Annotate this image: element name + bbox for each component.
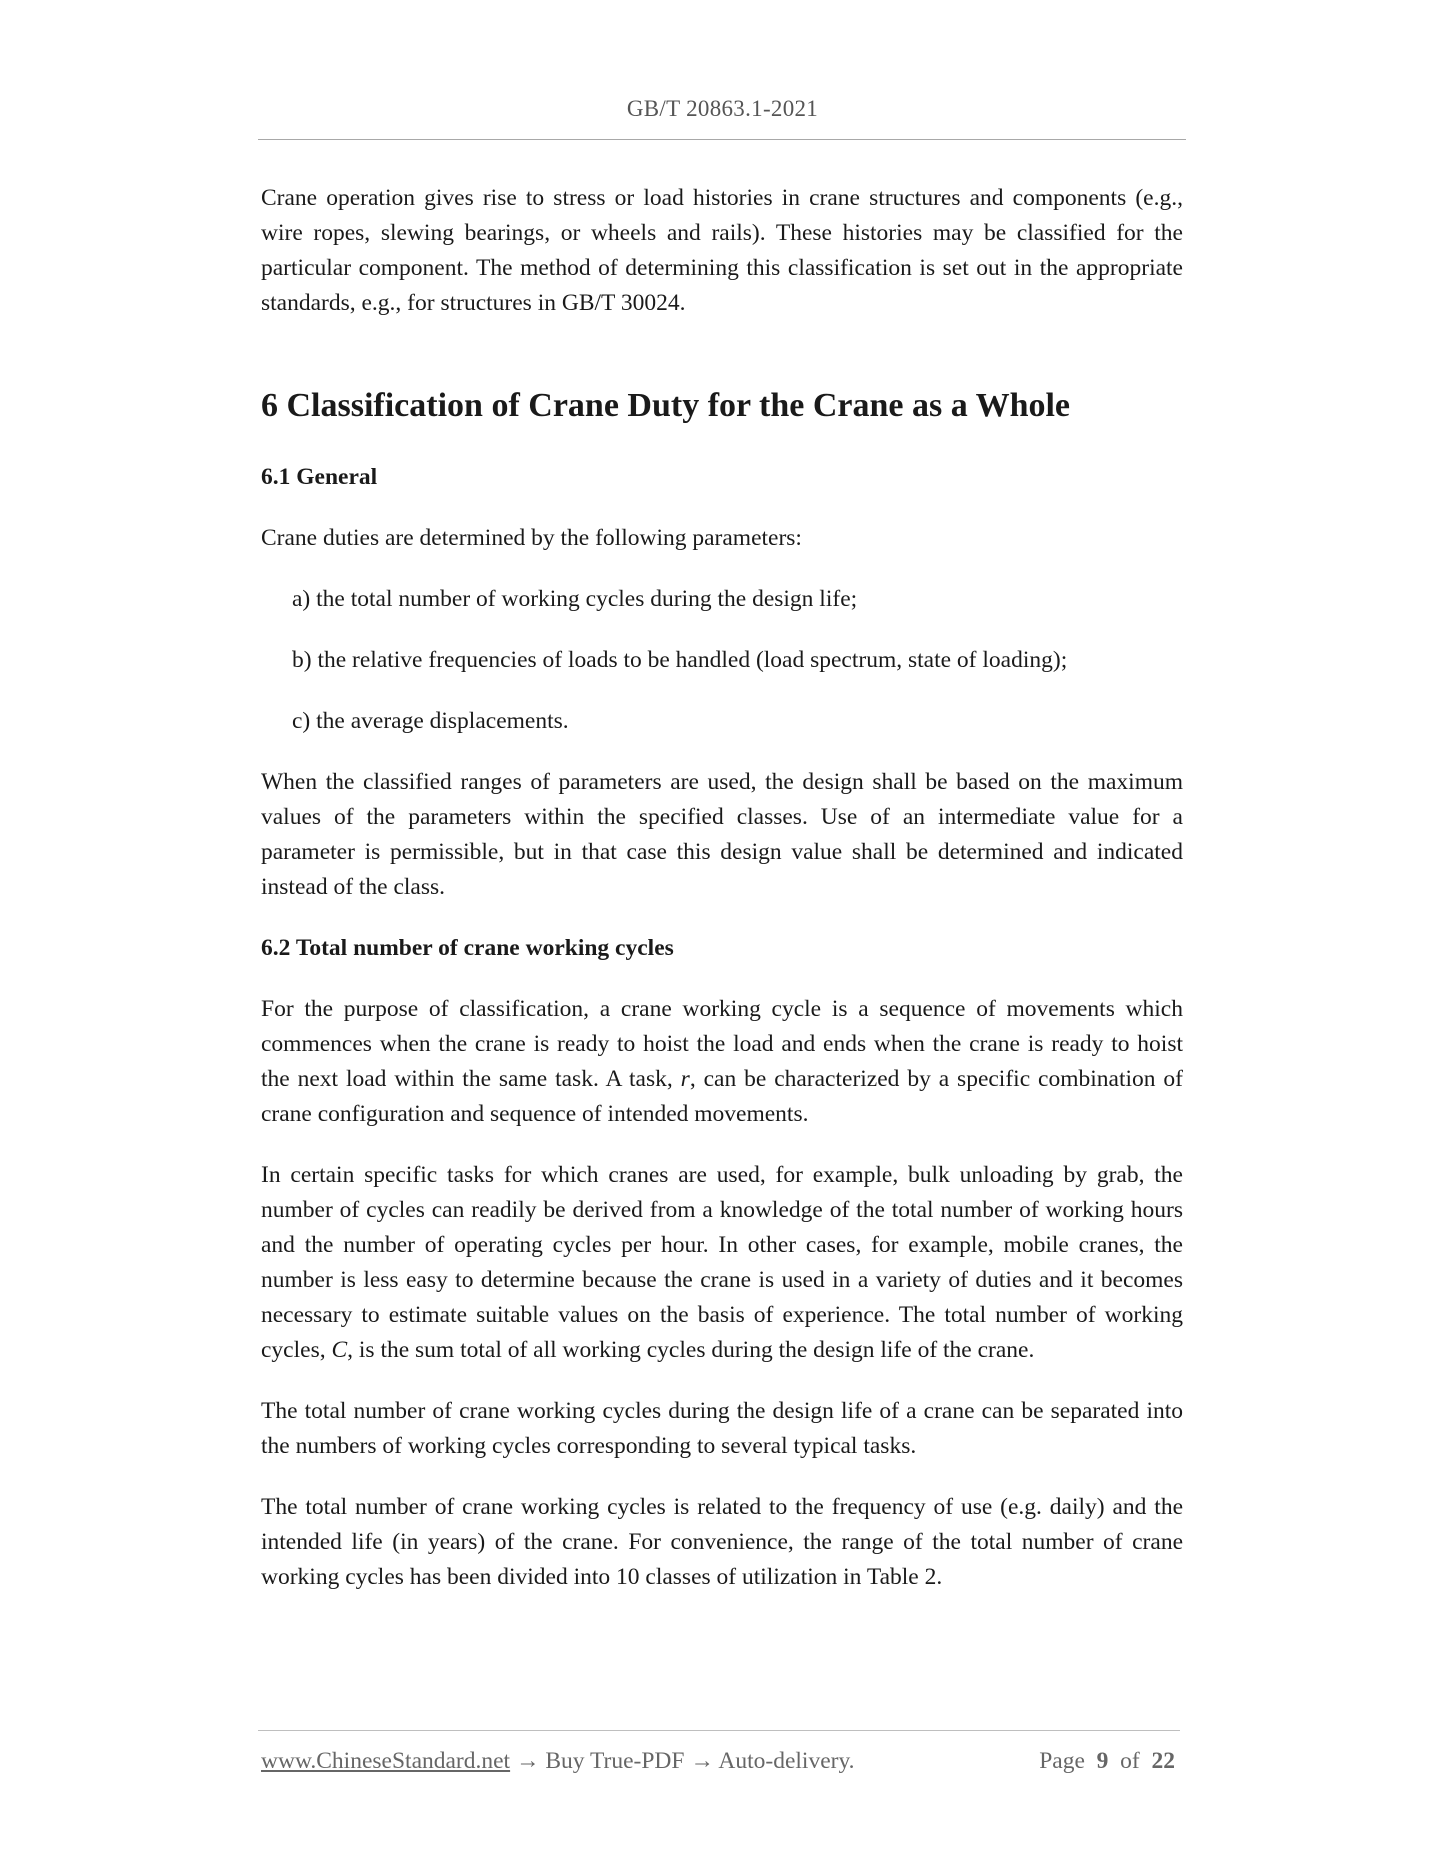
section-6-2-heading: 6.2 Total number of crane working cycles	[261, 935, 674, 961]
section-6-1-heading: 6.1 General	[261, 464, 378, 490]
footer-website-link[interactable]: www.ChineseStandard.net	[261, 1748, 511, 1774]
list-item-b: b) the relative frequencies of loads to be handled (load spectrum, state of loading);	[292, 647, 1068, 673]
section-6-2-paragraph-2	[261, 1158, 1183, 1368]
variable-c: C	[331, 1337, 348, 1363]
page-number: 9	[1096, 1748, 1109, 1774]
of-label: of	[1120, 1748, 1140, 1774]
page-content	[261, 181, 1183, 1621]
list-item-a: a) the total number of working cycles during the design life;	[292, 586, 858, 612]
paragraph-text: , can be characterized by a specific combination of crane configuration and sequence of intended movements.	[261, 1066, 1183, 1127]
total-pages: 22	[1151, 1748, 1175, 1774]
section-6-2-paragraph-4: The total number of crane working cycles is related to the frequency of use (e.g. daily) and the intended life (in years) of the crane. For convenience, the range of the total number of crane working cycles has been divided into 10 classes of utilization in Table 2.	[261, 1494, 1183, 1590]
page-indicator	[1039, 1748, 1175, 1775]
paragraph-text: For the purpose of classification, a crane working cycle is a sequence of movements which commences when the crane is ready to hoist the load and ends when the crane is ready to hoist the next load within the same task. A task,	[261, 996, 1183, 1092]
section-6-1-lead: Crane duties are determined by the following parameters:	[261, 525, 802, 551]
variable-r: r	[680, 1066, 690, 1092]
paragraph-text: , is the sum total of all working cycles during the design life of the crane.	[347, 1337, 1035, 1363]
section-6-2-paragraph-3: The total number of crane working cycles during the design life of a crane can be separated into the numbers of working cycles corresponding to several typical tasks.	[261, 1398, 1183, 1459]
footer-divider	[258, 1730, 1180, 1731]
document-header: GB/T 20863.1-2021	[626, 96, 819, 121]
header-divider	[258, 139, 1186, 140]
footer-promo	[261, 1748, 855, 1775]
section-6-heading: 6 Classification of Crane Duty for the Crane as a Whole	[261, 387, 1071, 424]
paragraph-text: In certain specific tasks for which cranes are used, for example, bulk unloading by grab, the number of cycles can readily be derived from a knowledge of the total number of working hours and the number of operating cycles per hour. In other cases, for example, mobile cranes, the number is less easy to determine because the crane is used in a variety of duties and it becomes necessary to estimate suitable values on the basis of experience. The total number of working cycles,	[261, 1162, 1183, 1363]
section-6-2-paragraph-1	[261, 992, 1183, 1132]
intro-paragraph: Crane operation gives rise to stress or load histories in crane structures and components (e.g., wire ropes, slewing bearings, or wheels and rails). These histories may be classified for the particular component. The method of determining this classification is set out in the appropriate standards, e.g., for structures in GB/T 30024.	[261, 185, 1183, 316]
footer-promo-text: → Buy True-PDF → Auto-delivery.	[510, 1748, 855, 1774]
list-item-c: c) the average displacements.	[292, 708, 569, 734]
page-label: Page	[1039, 1748, 1085, 1774]
section-6-1-paragraph: When the classified ranges of parameters are used, the design shall be based on the maximum values of the parameters within the specified classes. Use of an intermediate value for a parameter is permissible, but in that case this design value shall be determined and indicated instead of the class.	[261, 769, 1183, 900]
